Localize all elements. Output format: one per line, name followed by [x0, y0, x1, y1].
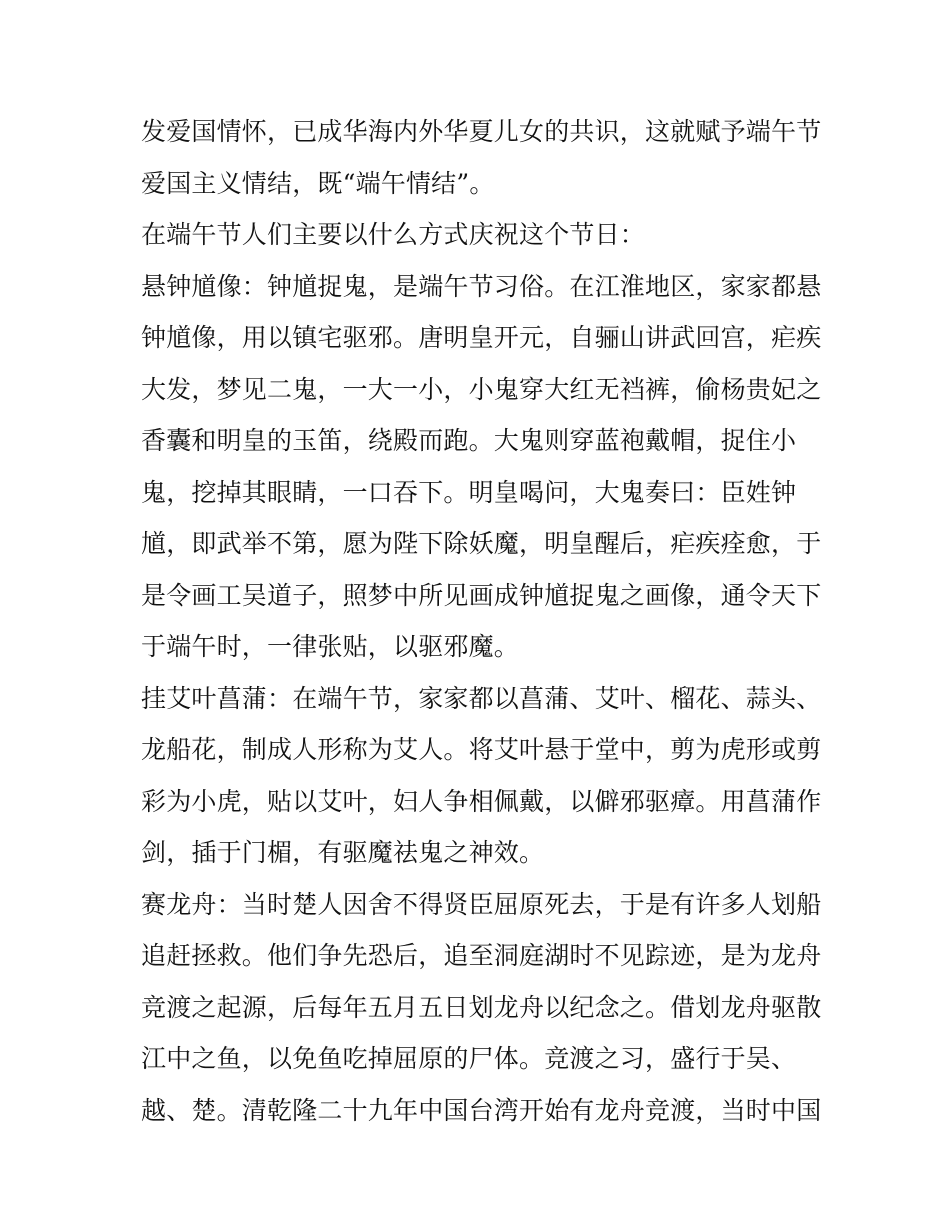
text-line: 江中之鱼，以免鱼吃掉屈原的尸体。竞渡之习，盛行于吴、 — [141, 1044, 797, 1073]
text-line: 剑，插于门楣，有驱魔祛鬼之神效。 — [141, 838, 545, 867]
text-line: 爱国主义情结，既“端午情结”。 — [141, 168, 495, 198]
text-line: 挂艾叶菖蒲：在端午节，家家都以菖蒲、艾叶、榴花、蒜头、 — [141, 683, 822, 713]
text-line: 在端午节人们主要以什么方式庆祝这个节日： — [141, 220, 646, 249]
text-line: 是令画工吴道子，照梦中所见画成钟馗捉鬼之画像，通令天下 — [141, 580, 822, 610]
text-line: 发爱国情怀，已成华海内外华夏儿女的共识，这就赋予端午节 — [141, 117, 822, 146]
body-text — [141, 106, 822, 1136]
text-line: 钟馗像，用以镇宅驱邪。唐明皇开元，自骊山讲武回宫，疟疾 — [141, 323, 822, 352]
text-line: 追赶拯救。他们争先恐后，追至洞庭湖时不见踪迹，是为龙舟 — [141, 941, 822, 970]
text-line: 鬼，挖掉其眼睛，一口吞下。明皇喝问，大鬼奏曰：臣姓钟 — [141, 477, 797, 507]
text-line: 竞渡之起源，后每年五月五日划龙舟以纪念之。借划龙舟驱散 — [141, 992, 822, 1022]
text-line: 大发，梦见二鬼，一大一小，小鬼穿大红无裆裤，偷杨贵妃之 — [141, 374, 822, 404]
text-line: 香囊和明皇的玉笛，绕殿而跑。大鬼则穿蓝袍戴帽，捉住小 — [141, 426, 797, 455]
text-line: 馗，即武举不第，愿为陛下除妖魔，明皇醒后，疟疾痊愈，于 — [141, 529, 822, 558]
text-line: 悬钟馗像：钟馗捉鬼，是端午节习俗。在江淮地区，家家都悬 — [141, 271, 822, 301]
text-line: 越、楚。清乾隆二十九年中国台湾开始有龙舟竞渡，当时中国 — [141, 1095, 822, 1125]
text-line: 彩为小虎，贴以艾叶，妇人争相佩戴，以僻邪驱瘴。用菖蒲作 — [141, 786, 822, 816]
text-line: 赛龙舟：当时楚人因舍不得贤臣屈原死去，于是有许多人划船 — [141, 889, 822, 919]
text-line: 龙船花，制成人形称为艾人。将艾叶悬于堂中，剪为虎形或剪 — [141, 735, 822, 764]
text-line: 于端午时，一律张贴，以驱邪魔。 — [141, 632, 520, 661]
